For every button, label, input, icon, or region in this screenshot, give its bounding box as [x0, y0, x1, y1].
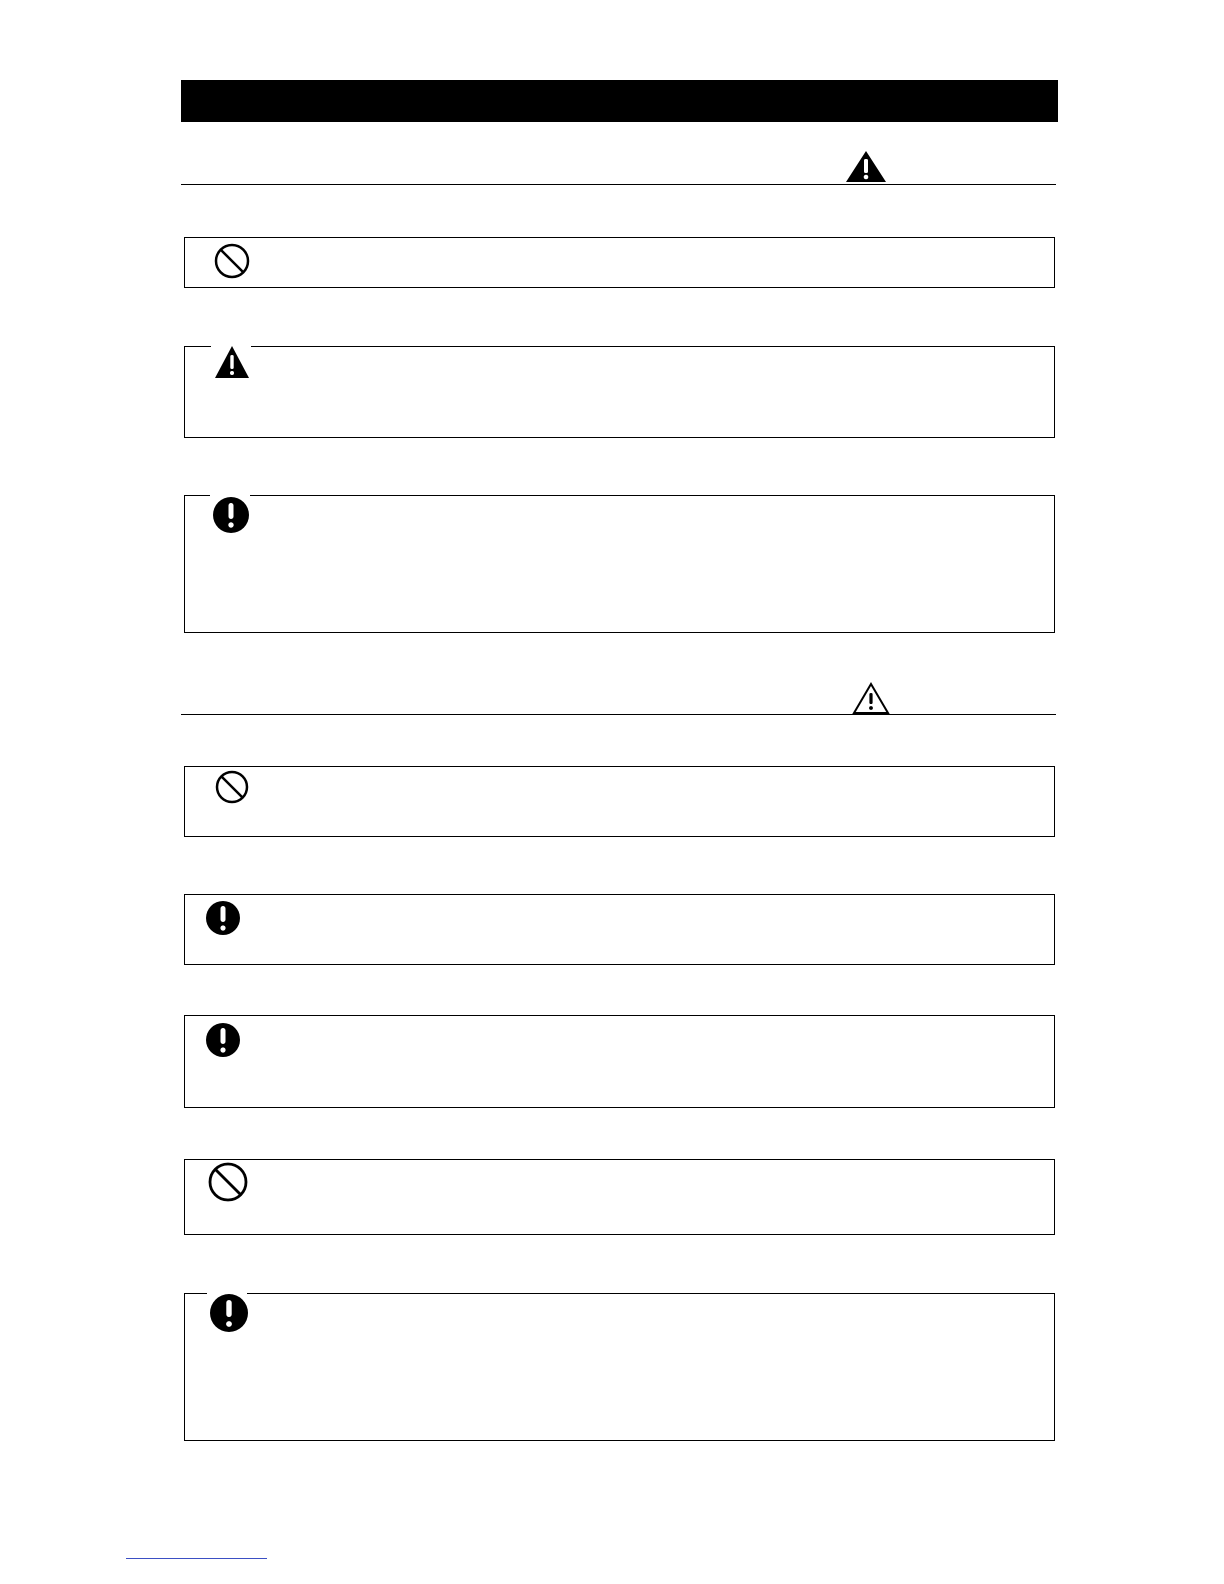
mandatory-action-icon	[207, 1291, 247, 1331]
prohibition-icon	[211, 240, 251, 280]
caution-notice-1	[184, 766, 1055, 837]
caution-notice-3	[184, 1015, 1055, 1108]
warning-notice-3	[184, 495, 1055, 633]
mandatory-action-icon	[202, 898, 242, 938]
warning-notice-1	[184, 237, 1055, 288]
warning-section-rule	[181, 184, 1056, 185]
mandatory-action-icon	[202, 1020, 242, 1060]
prohibition-icon	[211, 767, 251, 807]
footer-link[interactable]	[126, 1558, 267, 1559]
header-bar	[181, 80, 1058, 122]
caution-notice-2	[184, 894, 1055, 965]
caution-notice-5	[184, 1293, 1055, 1441]
warning-notice-2	[184, 346, 1055, 438]
mandatory-action-icon	[210, 494, 250, 534]
prohibition-icon	[206, 1160, 246, 1200]
caution-outline-triangle-icon	[851, 682, 893, 716]
warning-triangle-icon	[211, 342, 251, 382]
caution-notice-4	[184, 1159, 1055, 1235]
warning-filled-triangle-icon	[845, 150, 887, 184]
caution-section-rule	[181, 714, 1056, 715]
